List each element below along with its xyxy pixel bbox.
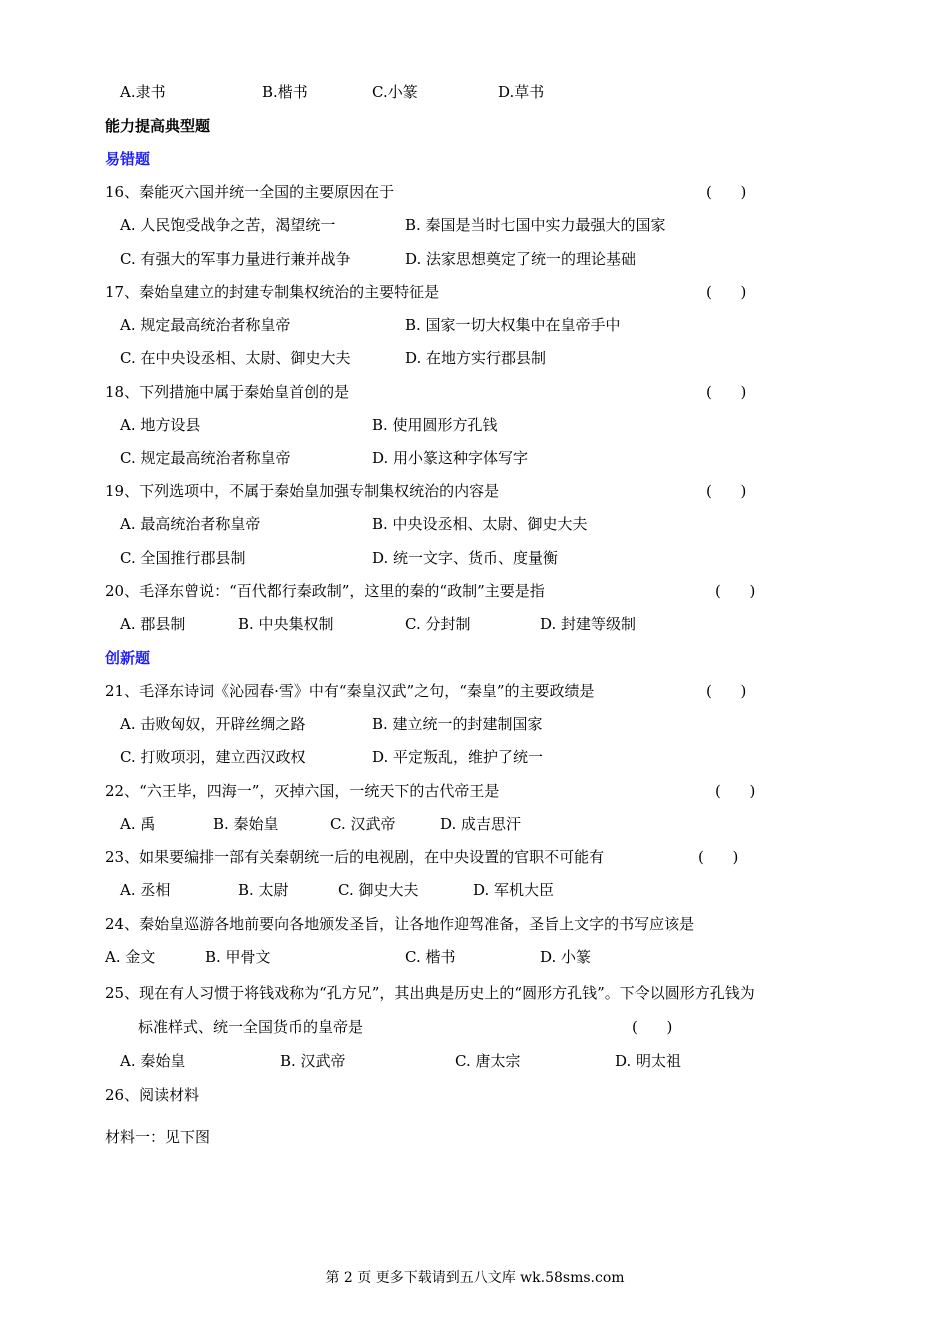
q19-option-a: A. 最高统治者称皇帝 <box>120 515 261 533</box>
q23-option-d: D. 军机大臣 <box>473 881 555 899</box>
q18-option-d: D. 用小篆这种字体写字 <box>372 449 529 467</box>
q26-stem: 26、阅读材料 <box>105 1086 200 1104</box>
q24-option-a: A. 金文 <box>105 948 156 966</box>
q20-answer-blank: ( ) <box>715 582 756 600</box>
q17-option-c: C. 在中央设丞相、太尉、御史大夫 <box>120 349 351 367</box>
q15-option-b: B.楷书 <box>262 83 308 101</box>
q16-option-d: D. 法家思想奠定了统一的理论基础 <box>405 250 637 268</box>
page-footer: 第 2 页 更多下载请到五八文库 wk.58sms.com <box>325 1270 625 1286</box>
q22-option-b: B. 秦始皇 <box>213 815 279 833</box>
q22-option-d: D. 成吉思汗 <box>440 815 522 833</box>
q23-option-a: A. 丞相 <box>120 881 171 899</box>
q19-option-d: D. 统一文字、货币、度量衡 <box>372 549 559 567</box>
q18-option-c: C. 规定最高统治者称皇帝 <box>120 449 291 467</box>
q20-option-c: C. 分封制 <box>405 615 471 633</box>
q20-option-a: A. 郡县制 <box>120 615 186 633</box>
q22-stem: 22、“六王毕，四海一”，灭掉六国，一统天下的古代帝王是 <box>105 782 500 800</box>
q20-option-b: B. 中央集权制 <box>238 615 334 633</box>
q18-option-b: B. 使用圆形方孔钱 <box>372 416 498 434</box>
q21-option-b: B. 建立统一的封建制国家 <box>372 715 543 733</box>
q24-option-d: D. 小篆 <box>540 948 592 966</box>
q17-option-b: B. 国家一切大权集中在皇帝手中 <box>405 316 621 334</box>
q25-option-d: D. 明太祖 <box>615 1052 682 1070</box>
q18-option-a: A. 地方设县 <box>120 416 201 434</box>
q17-option-a: A. 规定最高统治者称皇帝 <box>120 316 291 334</box>
q17-option-d: D. 在地方实行郡县制 <box>405 349 547 367</box>
q15-option-a: A.隶书 <box>120 83 166 101</box>
q15-option-c: C.小篆 <box>372 83 418 101</box>
q25-answer-blank: ( ) <box>632 1018 673 1036</box>
q23-option-c: C. 御史大夫 <box>338 881 419 899</box>
q23-stem: 23、如果要编排一部有关秦朝统一后的电视剧，在中央设置的官职不可能有 <box>105 848 605 866</box>
q20-stem: 20、毛泽东曾说：“百代都行秦政制”，这里的秦的“政制”主要是指 <box>105 582 545 600</box>
q22-answer-blank: ( ) <box>715 782 756 800</box>
q17-answer-blank: ( ) <box>706 283 747 301</box>
q21-option-c: C. 打败项羽，建立西汉政权 <box>120 748 306 766</box>
q24-option-c: C. 楷书 <box>405 948 456 966</box>
q25-option-c: C. 唐太宗 <box>455 1052 521 1070</box>
q21-answer-blank: ( ) <box>706 682 747 700</box>
q16-answer-blank: ( ) <box>706 183 747 201</box>
subsection-innovation: 创新题 <box>105 649 151 667</box>
q22-option-a: A. 禹 <box>120 815 156 833</box>
q18-stem: 18、下列措施中属于秦始皇首创的是 <box>105 383 350 401</box>
q19-answer-blank: ( ) <box>706 482 747 500</box>
q24-stem: 24、秦始皇巡游各地前要向各地颁发圣旨，让各地作迎驾准备，圣旨上文字的书写应该是 <box>105 915 695 933</box>
q16-option-c: C. 有强大的军事力量进行兼并战争 <box>120 250 351 268</box>
q26-material-one: 材料一：见下图 <box>105 1128 211 1146</box>
q19-option-b: B. 中央设丞相、太尉、御史大夫 <box>372 515 588 533</box>
q21-option-d: D. 平定叛乱，维护了统一 <box>372 748 544 766</box>
q21-option-a: A. 击败匈奴，开辟丝绸之路 <box>120 715 306 733</box>
q16-stem: 16、秦能灭六国并统一全国的主要原因在于 <box>105 183 395 201</box>
q18-answer-blank: ( ) <box>706 383 747 401</box>
q16-option-b: B. 秦国是当时七国中实力最强大的国家 <box>405 216 666 234</box>
subsection-error-prone: 易错题 <box>105 150 151 168</box>
q21-stem: 21、毛泽东诗词《沁园春·雪》中有“秦皇汉武”之句，“秦皇”的主要政绩是 <box>105 682 595 700</box>
q20-option-d: D. 封建等级制 <box>540 615 637 633</box>
q16-option-a: A. 人民饱受战争之苦，渴望统一 <box>120 216 336 234</box>
q25-stem-continued: 标准样式、统一全国货币的皇帝是 <box>138 1018 364 1036</box>
q25-option-b: B. 汉武帝 <box>280 1052 346 1070</box>
q23-option-b: B. 太尉 <box>238 881 289 899</box>
q15-option-d: D.草书 <box>498 83 545 101</box>
q24-option-b: B. 甲骨文 <box>205 948 271 966</box>
q25-stem: 25、现在有人习惯于将钱戏称为“孔方兄”，其出典是历史上的“圆形方孔钱”。下令以圆形方孔钱为 <box>105 984 755 1002</box>
q19-option-c: C. 全国推行郡县制 <box>120 549 246 567</box>
q25-option-a: A. 秦始皇 <box>120 1052 186 1070</box>
section-title: 能力提高典型题 <box>105 117 211 135</box>
q23-answer-blank: ( ) <box>698 848 739 866</box>
q17-stem: 17、秦始皇建立的封建专制集权统治的主要特征是 <box>105 283 440 301</box>
q19-stem: 19、下列选项中，不属于秦始皇加强专制集权统治的内容是 <box>105 482 500 500</box>
q22-option-c: C. 汉武帝 <box>330 815 396 833</box>
